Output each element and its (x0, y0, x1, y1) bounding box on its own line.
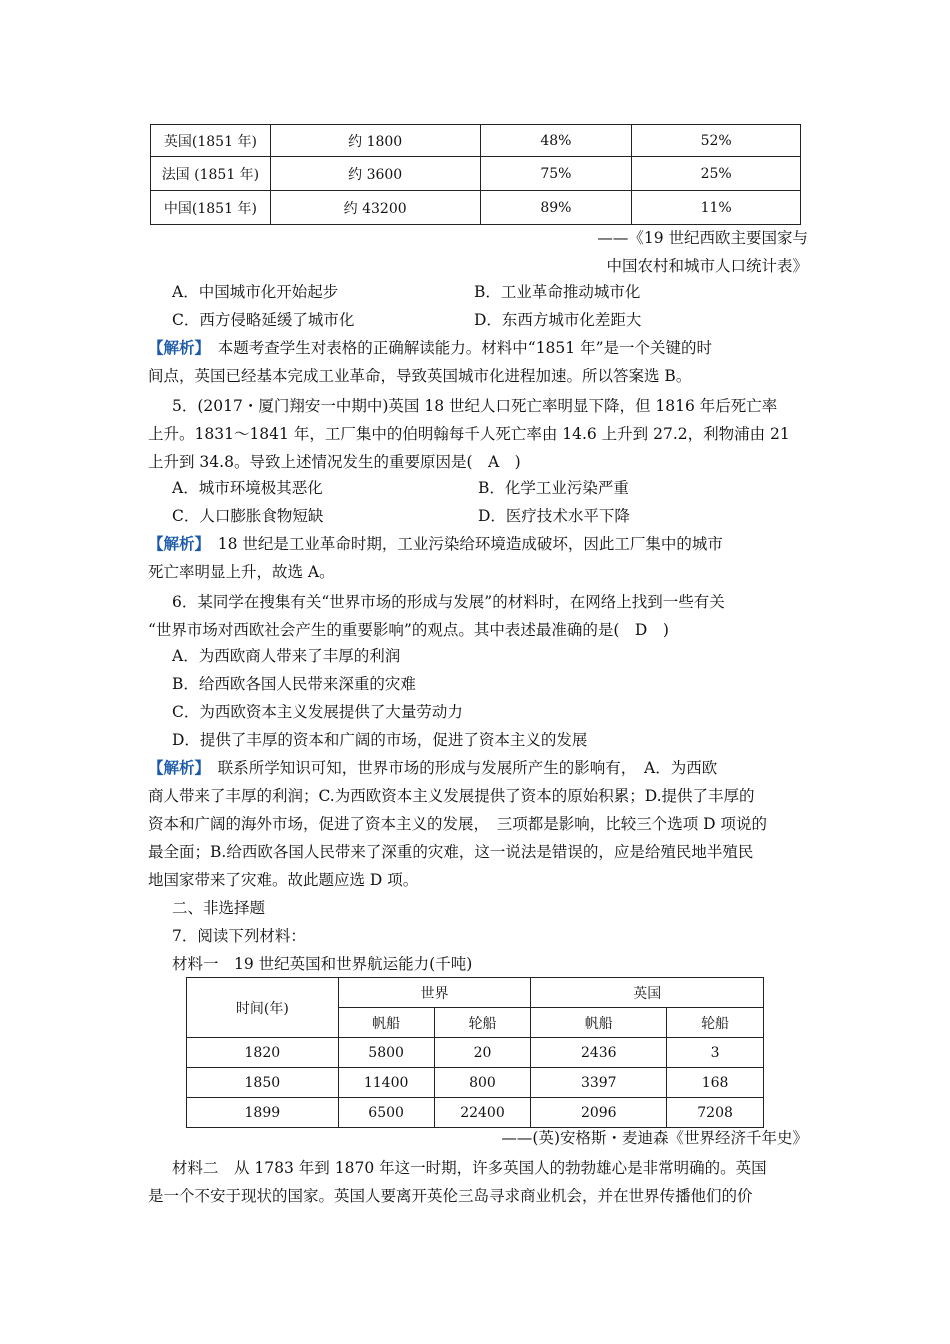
q5-option-b: B．化学工业污染严重 (478, 479, 629, 497)
header-sail: 帆船 (531, 1008, 667, 1038)
q5-analysis-line1: 【解析】 18 世纪是工业革命时期，工业污染给环境造成破坏，因此工厂集中的城市 (148, 534, 723, 553)
shipping-table (186, 977, 764, 1128)
q5-stem-line2: 上升。1831～1841 年，工厂集中的伯明翰每千人死亡率由 14.6 上升到 27.2，利物浦由 21 (148, 425, 790, 443)
q5-analysis-line2: 死亡率明显上升，故选 A。 (148, 563, 335, 581)
q6-option-b: B．给西欧各国人民带来深重的灾难 (172, 675, 416, 693)
q4-analysis-line1: 【解析】 本题考查学生对表格的正确解读能力。材料中“1851 年”是一个关键的时 (148, 338, 712, 357)
table-cell: 800 (434, 1068, 531, 1098)
table-cell: 48% (480, 125, 632, 157)
table-source-line2: 中国农村和城市人口统计表》 (606, 257, 808, 275)
table-cell: 约 1800 (270, 125, 480, 157)
analysis-tag: 【解析】 (148, 534, 203, 553)
q5-option-a: A．城市环境极其恶化 (172, 479, 323, 497)
table-cell: 中国(1851 年) (151, 191, 271, 225)
q6-analysis-line1: 【解析】 联系所学知识可知，世界市场的形成与发展所产生的影响有， A．为西欧 (148, 758, 718, 777)
table-source-line1: ——《19 世纪西欧主要国家与 (597, 229, 808, 247)
table-cell: 约 43200 (270, 191, 480, 225)
table-row (187, 1068, 764, 1098)
population-table (150, 124, 801, 225)
q4-option-b: B．工业革命推动城市化 (474, 283, 641, 301)
q6-analysis-line2: 商人带来了丰厚的利润；C.为西欧资本主义发展提供了资本的原始积累；D.提供了丰厚的 (148, 787, 755, 805)
table2-source: ——(英)安格斯・麦迪森《世界经济千年史》 (501, 1129, 808, 1147)
q6-option-a: A．为西欧商人带来了丰厚的利润 (172, 647, 401, 665)
table-cell: 1850 (187, 1068, 339, 1098)
table-cell: 52% (632, 125, 801, 157)
table-cell: 25% (632, 157, 801, 191)
q6-option-d: D．提供了丰厚的资本和广阔的市场，促进了资本主义的发展 (172, 731, 588, 749)
material1-title: 材料一 19 世纪英国和世界航运能力(千吨) (172, 955, 473, 973)
q7-stem: 7．阅读下列材料： (172, 927, 306, 945)
table-cell: 约 3600 (270, 157, 480, 191)
table-row (151, 157, 801, 191)
q5-option-d: D．医疗技术水平下降 (478, 507, 630, 525)
material2-line1: 材料二 从 1783 年到 1870 年这一时期，许多英国人的勃勃雄心是非常明确的。英国 (172, 1159, 767, 1177)
q6-analysis-line4: 最全面；B.给西欧各国人民带来了深重的灾难，这一说法是错误的，应是给殖民地半殖民 (148, 843, 754, 861)
material2-line2: 是一个不安于现状的国家。英国人要离开英伦三岛寻求商业机会，并在世界传播他们的价 (148, 1187, 753, 1205)
q4-option-d: D．东西方城市化差距大 (474, 311, 642, 329)
table-cell: 89% (480, 191, 632, 225)
analysis-tag: 【解析】 (148, 338, 203, 357)
q4-analysis-line2: 间点，英国已经基本完成工业革命，导致英国城市化进程加速。所以答案选 B。 (148, 367, 692, 385)
table-cell: 20 (434, 1038, 531, 1068)
q6-stem-line1: 6．某同学在搜集有关“世界市场的形成与发展”的材料时，在网络上找到一些有关 (172, 593, 725, 611)
table-cell: 2096 (531, 1098, 667, 1128)
table-cell: 75% (480, 157, 632, 191)
table-row (151, 191, 801, 225)
q6-analysis-line5: 地国家带来了灾难。故此题应选 D 项。 (148, 871, 419, 889)
header-uk: 英国 (531, 978, 764, 1008)
q6-option-c: C．为西欧资本主义发展提供了大量劳动力 (172, 703, 463, 721)
analysis-tag: 【解析】 (148, 758, 203, 777)
table-cell: 1820 (187, 1038, 339, 1068)
table-cell: 2436 (531, 1038, 667, 1068)
header-time: 时间(年) (187, 978, 339, 1038)
table-row (187, 1098, 764, 1128)
table-cell: 3397 (531, 1068, 667, 1098)
header-world: 世界 (338, 978, 531, 1008)
table-cell: 11400 (338, 1068, 434, 1098)
section-heading: 二、非选择题 (172, 899, 266, 917)
q4-option-a: A．中国城市化开始起步 (172, 283, 339, 301)
table-cell: 6500 (338, 1098, 434, 1128)
q5-stem-line3: 上升到 34.8。导致上述情况发生的重要原因是( A ) (148, 453, 521, 471)
table-cell: 5800 (338, 1038, 434, 1068)
table-cell: 168 (667, 1068, 764, 1098)
q5-option-c: C．人口膨胀食物短缺 (172, 507, 324, 525)
table-cell: 7208 (667, 1098, 764, 1128)
table-cell: 1899 (187, 1098, 339, 1128)
header-steam: 轮船 (667, 1008, 764, 1038)
table-cell: 3 (667, 1038, 764, 1068)
table-row (187, 1038, 764, 1068)
q6-analysis-line3: 资本和广阔的海外市场，促进了资本主义的发展， 三项都是影响，比较三个选项 D 项说的 (148, 815, 768, 833)
table-cell: 22400 (434, 1098, 531, 1128)
q6-stem-line2: “世界市场对西欧社会产生的重要影响”的观点。其中表述最准确的是( D ) (148, 621, 669, 639)
table-header-row (187, 978, 764, 1008)
table-cell: 英国(1851 年) (151, 125, 271, 157)
table-cell: 法国 (1851 年) (151, 157, 271, 191)
header-steam: 轮船 (434, 1008, 531, 1038)
q4-option-c: C．西方侵略延缓了城市化 (172, 311, 355, 329)
header-sail: 帆船 (338, 1008, 434, 1038)
table-row (151, 125, 801, 157)
table-cell: 11% (632, 191, 801, 225)
q5-stem-line1: 5．(2017・厦门翔安一中期中)英国 18 世纪人口死亡率明显下降，但 1816 年后死亡率 (172, 397, 778, 415)
